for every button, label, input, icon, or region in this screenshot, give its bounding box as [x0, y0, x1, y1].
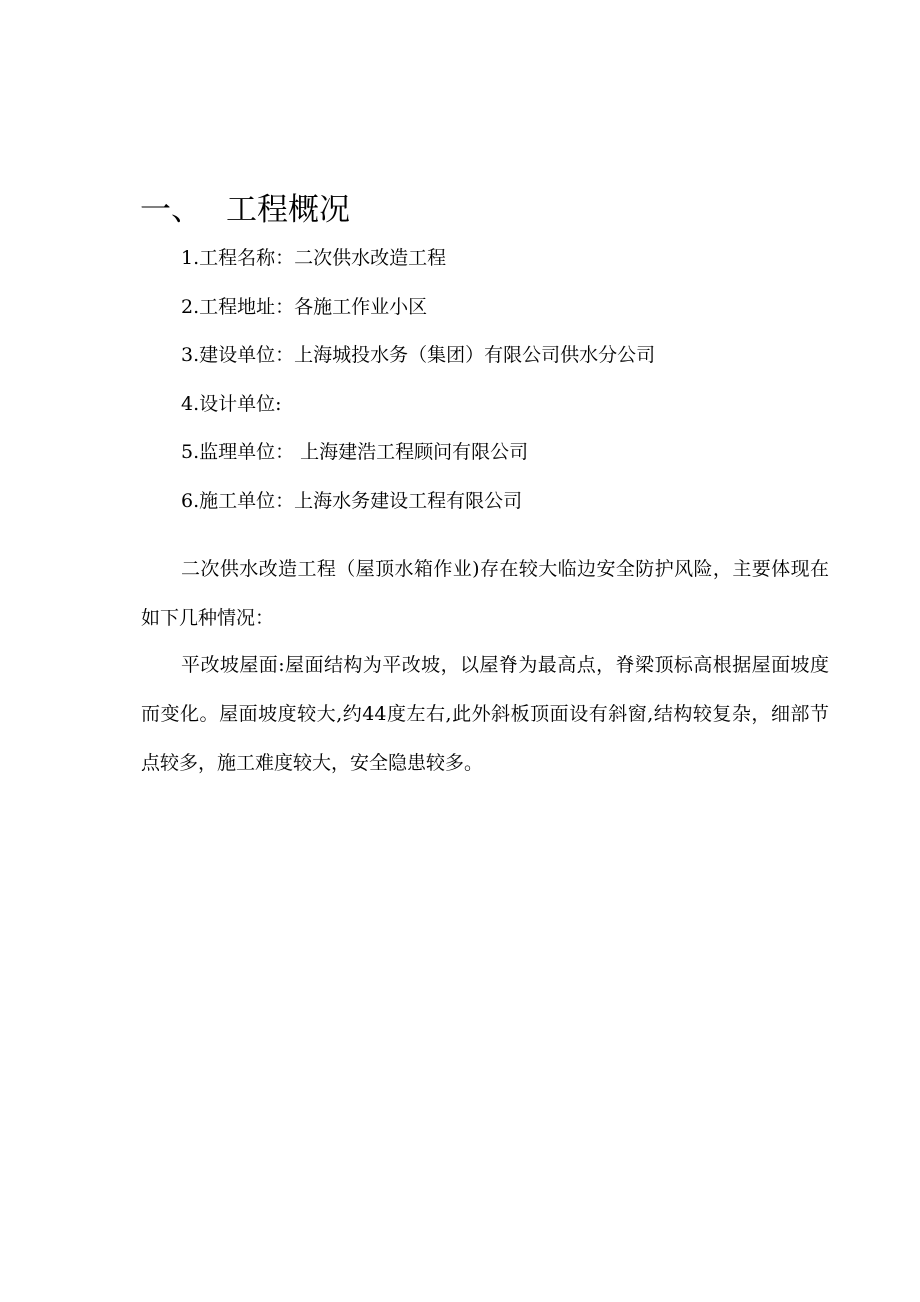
item-value: 上海城投水务（集团）有限公司供水分公司 [294, 344, 656, 366]
section-title: 工程概况 [226, 192, 350, 228]
list-item-project-address [181, 287, 655, 336]
risk-intro-paragraph: 二次供水改造工程（屋顶水箱作业)存在较大临边安全防护风险，主要体现在如下几种情况： [141, 558, 829, 629]
item-label: 4.设计单位: [181, 392, 282, 415]
item-value: 上海水务建设工程有限公司 [294, 489, 523, 512]
list-item-design-unit [181, 384, 655, 433]
list-item-project-name [181, 238, 655, 287]
item-value: 上海建浩工程顾问有限公司 [294, 441, 529, 463]
list-item-construction-unit [181, 335, 655, 384]
section-number: 一、 [140, 192, 202, 228]
list-item-supervision-unit [181, 432, 655, 481]
item-label: 6.施工单位： [181, 489, 295, 512]
item-value: 各施工作业小区 [294, 295, 428, 318]
roof-description-paragraph: 平改坡屋面:屋面结构为平改坡，以屋脊为最高点，脊梁顶标高根据屋面坡度而变化。屋面坡度较大,约44度左右,此外斜板顶面设有斜窗,结构较复杂，细部节点较多，施工难度较大，安全隐患较多。 [141, 654, 829, 774]
project-info-list [181, 238, 655, 529]
section-heading [140, 188, 350, 232]
item-value: 二次供水改造工程 [294, 247, 447, 269]
item-label: 3.建设单位： [181, 344, 295, 366]
item-label: 5.监理单位： [181, 441, 295, 463]
item-label: 2.工程地址： [181, 295, 295, 318]
item-label: 1.工程名称： [181, 247, 295, 269]
list-item-contractor-unit [181, 481, 655, 530]
